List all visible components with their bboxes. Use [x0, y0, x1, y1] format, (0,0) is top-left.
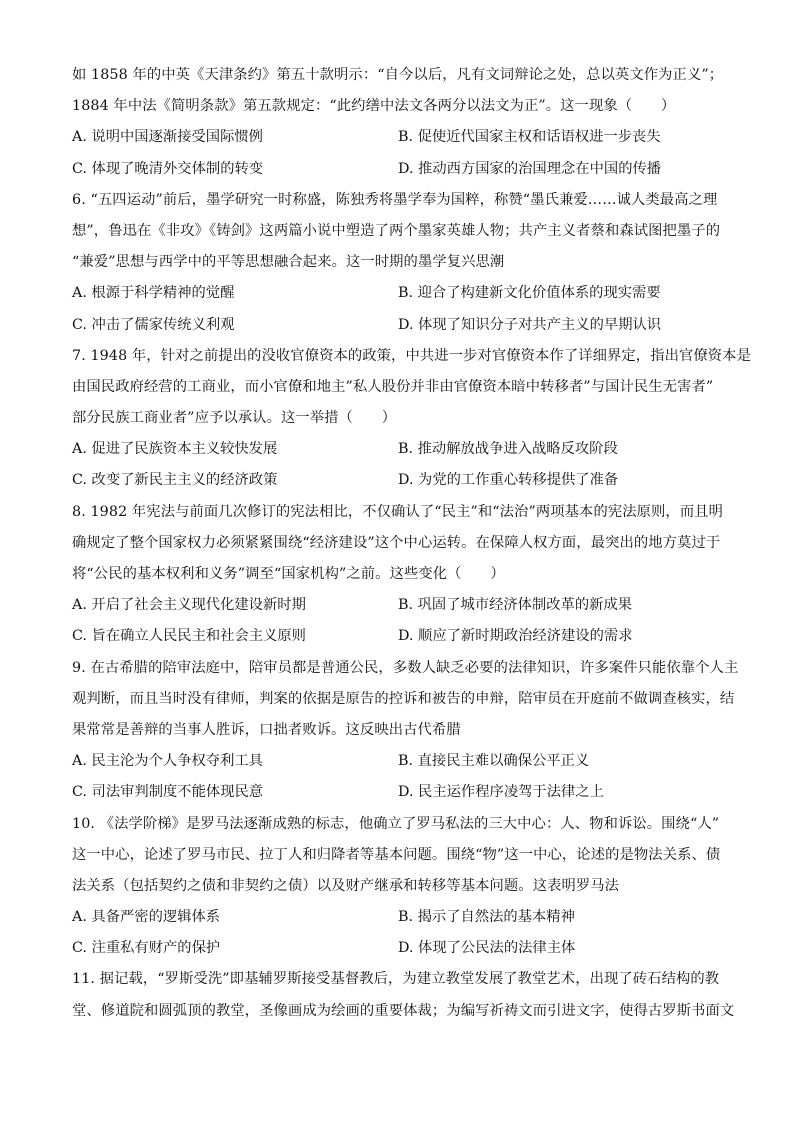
option-b: B. 推动解放战争进入战略反攻阶段 — [398, 441, 618, 458]
question-stem-line: 观判断，而且当时没有律师，判案的依据是原告的控诉和被告的申辩，陪审员在开庭前不做调查核实，结 — [72, 690, 735, 707]
question-stem-line: 如 1858 年的中英《天津条约》第五十款明示：“自今以后，凡有文词辩论之处，总以英文作为正义”； — [72, 67, 724, 83]
option-c: C. 改变了新民主主义的经济政策 — [72, 472, 278, 489]
question-stem-line: 确规定了整个国家权力必须紧紧围绕“经济建设”这个中心运转。在保障人权方面，最突出的地方莫过于 — [72, 534, 721, 551]
question-stem-line: 将“公民的基本权利和义务”调至“国家机构”之前。这些变化（ ） — [72, 566, 505, 582]
option-b: B. 直接民主难以确保公平正义 — [398, 753, 590, 770]
question-stem-line: 9. 在古希腊的陪审法庭中，陪审员都是普通公民，多数人缺乏必要的法律知识，许多案件只能依靠个人主 — [72, 659, 739, 676]
question-stem-line: 果常常是善辩的当事人胜诉，口拙者败诉。这反映出古代希腊 — [72, 721, 461, 738]
question-6 — [72, 185, 722, 341]
option-a: A. 说明中国逐渐接受国际惯例 — [72, 129, 263, 146]
question-stem-line: “兼爱”思想与西学中的平等思想融合起来。这一时期的墨学复兴思潮 — [72, 254, 505, 271]
option-c: C. 体现了晚清外交体制的转变 — [72, 160, 264, 177]
option-b: B. 揭示了自然法的基本精神 — [398, 909, 575, 926]
question-7 — [72, 341, 751, 497]
option-a: A. 促进了民族资本主义较快发展 — [72, 441, 278, 458]
question-stem-line: 1884 年中法《简明条款》第五款规定：“此约缮中法文各两分以法文为正”。这一现象（ ） — [72, 98, 676, 115]
question-stem-line: 11. 据记载，“罗斯受洗”即基辅罗斯接受基督教后，为建立教堂发展了教堂艺术，出现了砖石结构的教 — [72, 971, 720, 988]
option-c: C. 旨在确立人民民主和社会主义原则 — [72, 628, 306, 645]
option-b: B. 迎合了构建新文化价值体系的现实需要 — [398, 285, 661, 302]
question-8 — [72, 497, 722, 653]
question-stem-line: 由国民政府经营的工商业，而小官僚和地主”私人股份并非由官僚资本暗中转移者”与国计民生无害者” — [72, 378, 714, 395]
question-stem-line: 法关系（包括契约之债和非契约之债）以及财产继承和转移等基本问题。这表明罗马法 — [72, 877, 620, 894]
option-c: C. 司法审判制度不能体现民意 — [72, 784, 264, 801]
option-a: A. 根源于科学精神的觉醒 — [72, 285, 235, 302]
option-d: D. 体现了公民法的法律主体 — [398, 940, 576, 957]
question-stem-line: 8. 1982 年宪法与前面几次修订的宪法相比，不仅确认了“民主”和“法治”两项基本的宪法原则，而且明 — [72, 503, 724, 520]
question-stem-line: 6. “五四运动”前后，墨学研究一时称盛，陈独秀将墨学奉为国粹，称赞“墨氏兼爱……诚人类最高之理 — [72, 191, 718, 208]
exam-page — [72, 60, 751, 1027]
question-stem-line: 10. 《法学阶梯》是罗马法逐渐成熟的标志，他确立了罗马私法的三大中心：人、物和诉讼。围绕“人” — [72, 815, 720, 832]
option-b: B. 促使近代国家主权和话语权进一步丧失 — [398, 129, 661, 146]
option-c: C. 注重私有财产的保护 — [72, 940, 221, 957]
option-d: D. 民主运作程序凌驾于法律之上 — [398, 784, 604, 801]
option-c: C. 冲击了儒家传统义利观 — [72, 316, 235, 333]
question-9 — [72, 653, 739, 809]
option-d: D. 推动西方国家的治国理念在中国的传播 — [398, 160, 662, 177]
question-stem-line: 部分民族工商业者”应予以承认。这一举措（ ） — [72, 410, 397, 427]
option-a: A. 开启了社会主义现代化建设新时期 — [72, 597, 306, 614]
option-d: D. 体现了知识分子对共产主义的早期认识 — [398, 316, 662, 333]
option-d: D. 为党的工作重心转移提供了准备 — [398, 472, 619, 489]
question-stem-line: 这一中心，论述了罗马市民、拉丁人和归降者等基本问题。围绕“物”这一中心，论述的是物法关系、债 — [72, 846, 721, 863]
option-a: A. 民主沦为个人争权夺利工具 — [72, 753, 263, 770]
question-stem-line: 7. 1948 年，针对之前提出的没收官僚资本的政策，中共进一步对官僚资本作了详细界定，指出官僚资本是 — [72, 347, 751, 364]
question-stem-line: 想”，鲁迅在《非攻》《铸剑》这两篇小说中塑造了两个墨家英雄人物；共产主义者蔡和森试图把墨子的 — [72, 222, 721, 239]
question-10 — [72, 809, 722, 965]
question-5 — [72, 60, 722, 185]
option-a: A. 具备严密的逻辑体系 — [72, 909, 221, 926]
option-d: D. 顺应了新时期政治经济建设的需求 — [398, 628, 633, 645]
option-b: B. 巩固了城市经济体制改革的新成果 — [398, 597, 633, 614]
question-11 — [72, 964, 735, 1026]
question-stem-line: 堂、修道院和圆弧顶的教堂，圣像画成为绘画的重要体裁；为编写祈祷文而引进文字，使得古罗斯书面文 — [72, 1002, 735, 1019]
